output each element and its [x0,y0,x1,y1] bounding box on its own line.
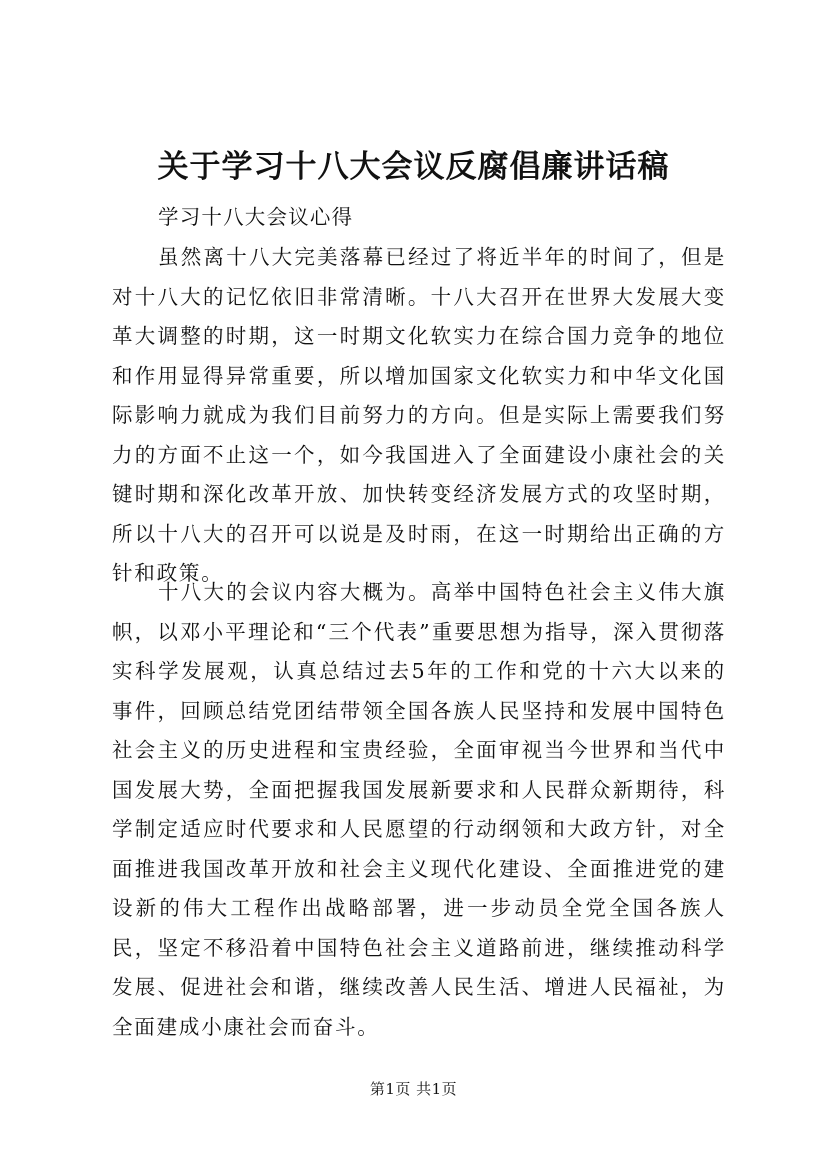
document-title: 关于学习十八大会议反腐倡廉讲话稿 [157,149,670,185]
document-subtitle: 学习十八大会议心得 [158,205,354,229]
body-paragraph-1: 虽然离十八大完美落幕已经过了将近半年的时间了，但是对十八大的记忆依旧非常清晰。十八大召开在世界大发展大变革大调整的时期，这一时期文化软实力在综合国力竞争的地位和作用显得异常重要，所以增加国家文化软实力和中华文化国际影响力就成为我们目前努力的方向。但是实际上需要我们努力的方面不止这一个，如今我国进入了全面建设小康社会的关键时期和深化改革开放、加快转变经济发展方式的攻坚时期，所以十八大的召开可以说是及时雨，在这一时期给出正确的方针和政策。 [112,245,726,585]
page-footer-label: 第1页 共1页 [369,1080,458,1098]
body-paragraph-2: 十八大的会议内容大概为。高举中国特色社会主义伟大旗帜，以邓小平理论和“三个代表”重要思想为指导，深入贯彻落实科学发展观，认真总结过去5年的工作和党的十六大以来的事件，回顾总结党团结带领全国各族人民坚持和发展中国特色社会主义的历史进程和宝贵经验，全面审视当今世界和当代中国发展大势，全面把握我国发展新要求和人民群众新期待，科学制定适应时代要求和人民愿望的行动纲领和大政方针，对全面推进我国改革开放和社会主义现代化建设、全面推进党的建设新的伟大工程作出战略部署，进一步动员全党全国各族人民，坚定不移沿着中国特色社会主义道路前进，继续推动科学发展、促进社会和谐，继续改善人民生活、增进人民福祉，为全面建成小康社会而奋斗。 [112,580,726,1039]
